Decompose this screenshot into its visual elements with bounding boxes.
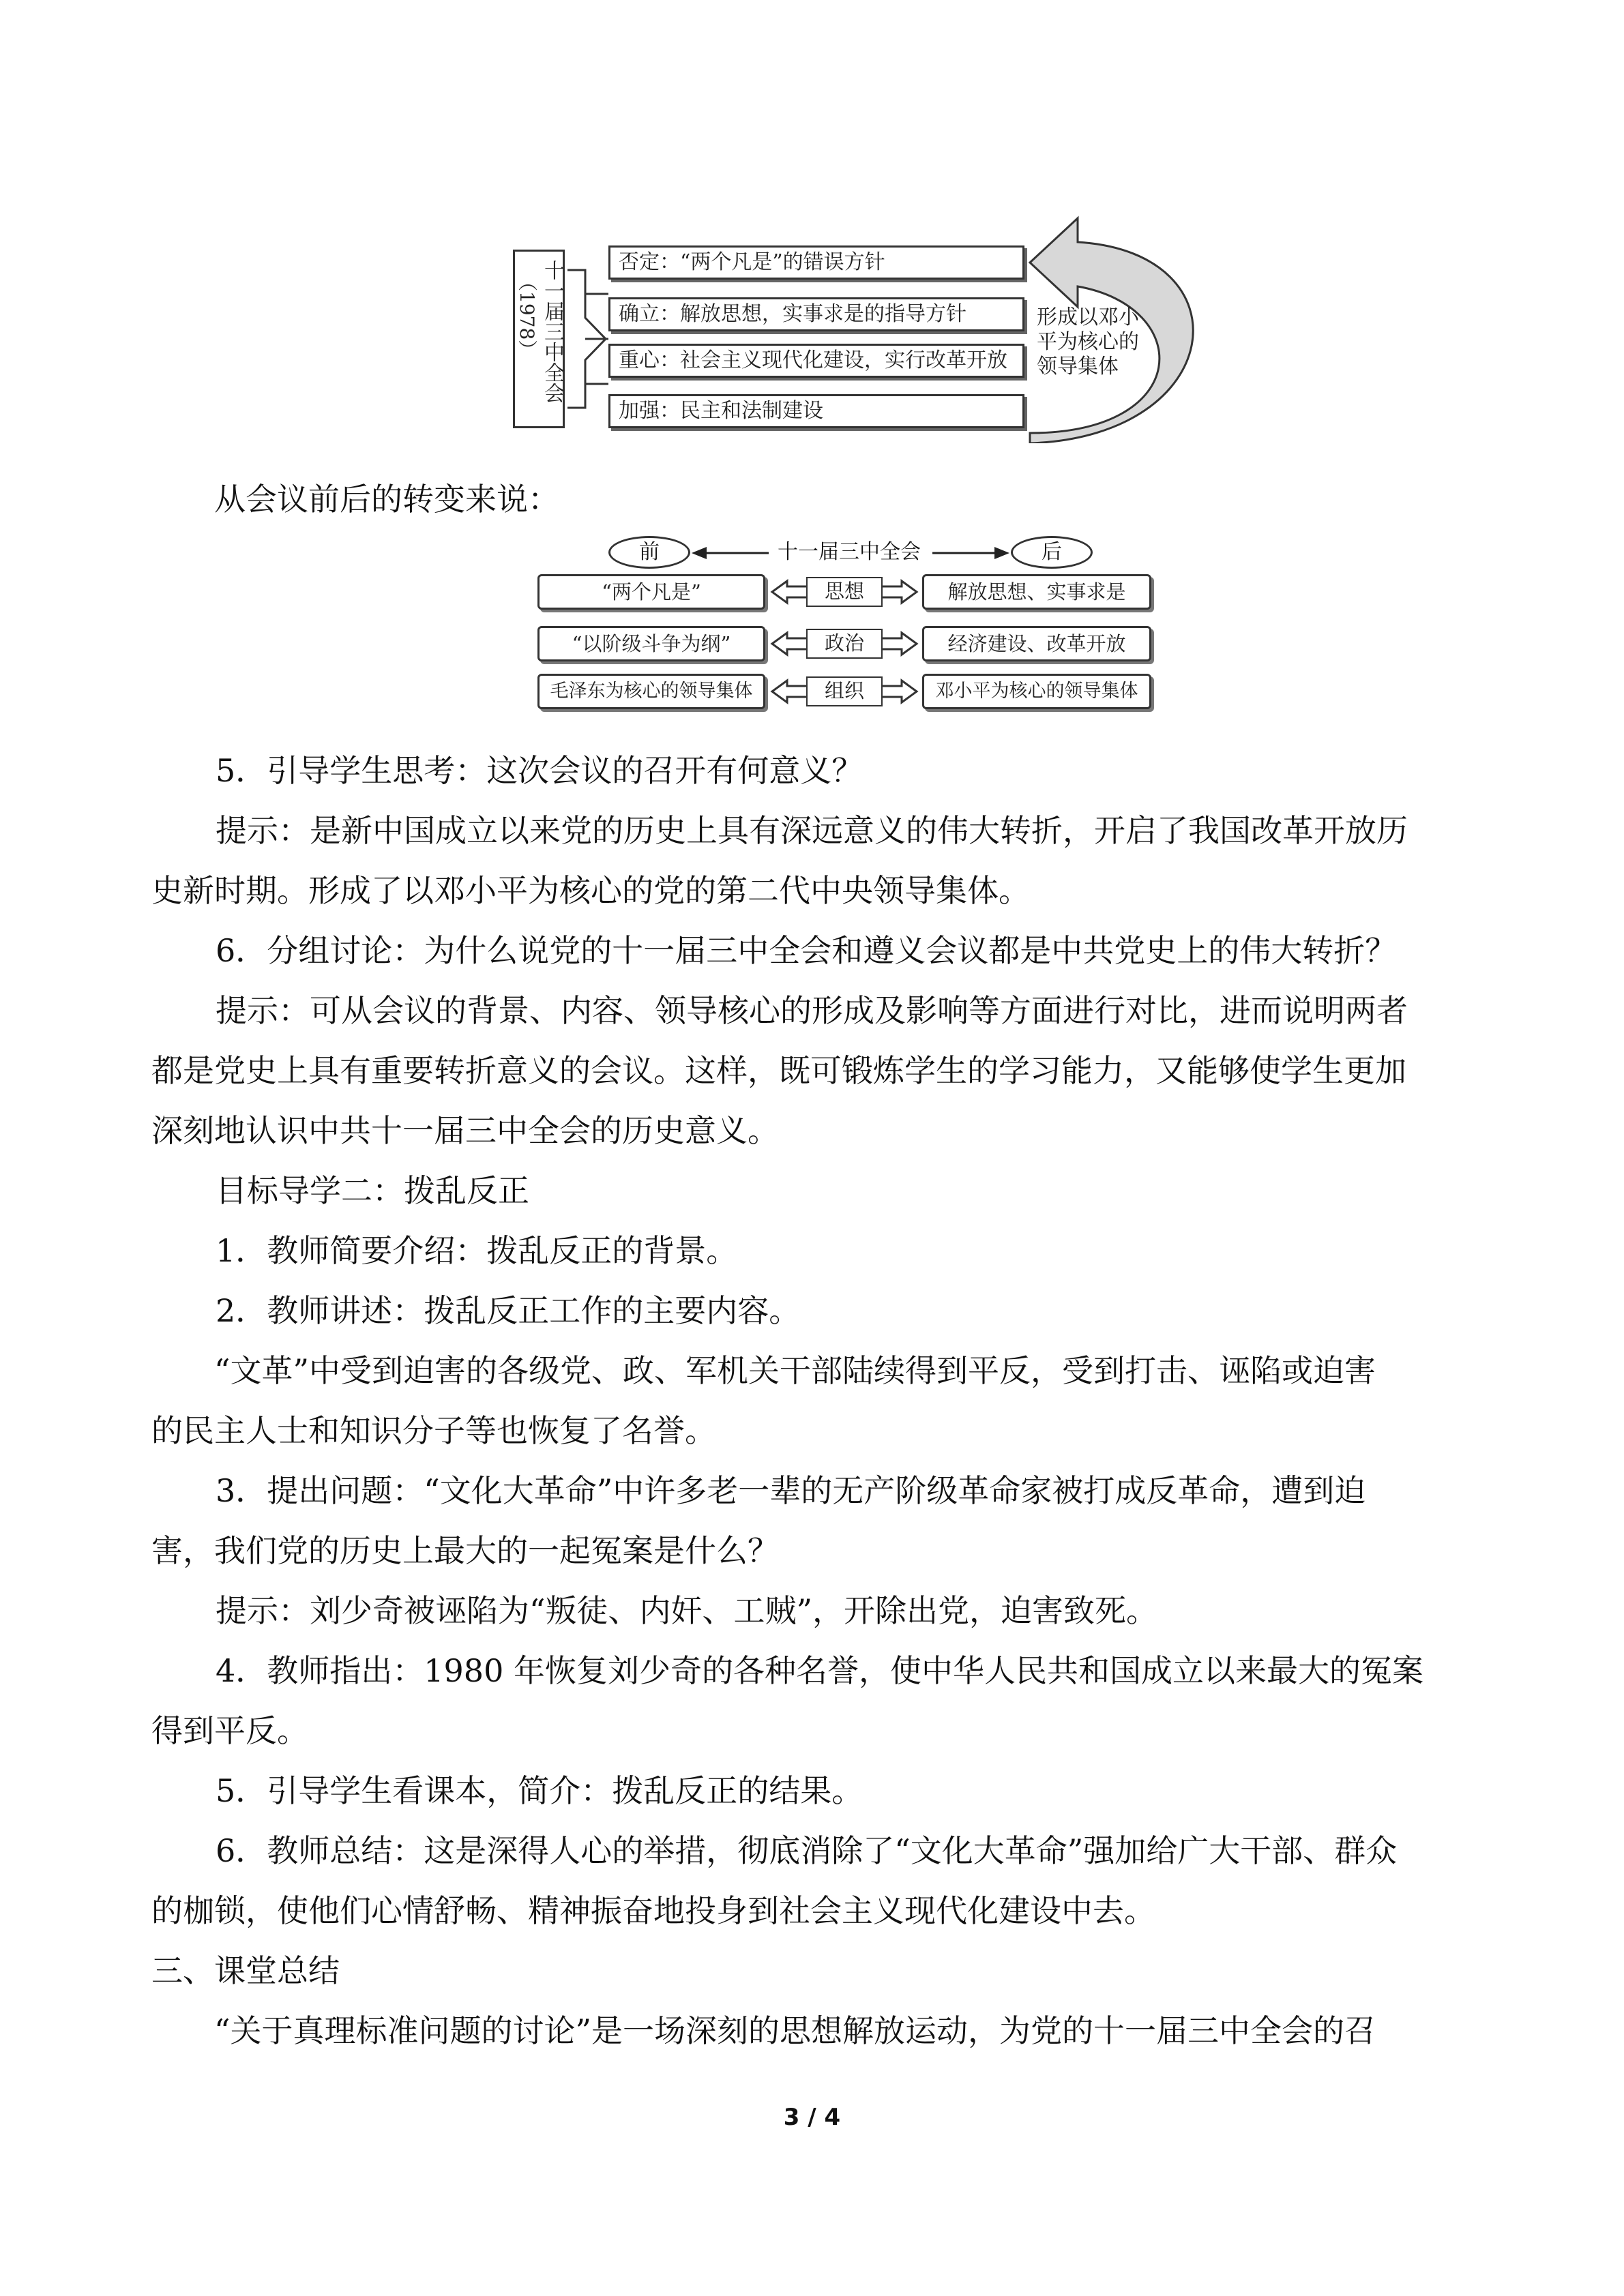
meeting-title: 十一届三中全会 — [540, 260, 564, 403]
before-oval: 前 — [608, 536, 690, 569]
before-item: 毛泽东为核心的领导集体 — [537, 674, 765, 709]
meeting-year: （1978） — [516, 272, 538, 359]
aspect-label: 思想 — [806, 577, 883, 607]
after-oval: 后 — [1011, 536, 1093, 569]
diagram1-item: 否定：“两个凡是”的错误方针 — [608, 245, 1024, 280]
paragraph: 提示：是新中国成立以来党的历史上具有深远意义的伟大转折，开启了我国改革开放历 — [216, 812, 1408, 849]
right-arrow-icon — [929, 543, 1011, 563]
paragraph: 6．教师总结：这是深得人心的举措，彻底消除了“文化大革命”强加给广大干部、群众 — [216, 1832, 1398, 1869]
paragraph: 得到平反。 — [151, 1712, 308, 1749]
paragraph: 5．引导学生思考：这次会议的召开有何意义？ — [216, 752, 863, 789]
paragraph: 6．分组讨论：为什么说党的十一届三中全会和遵义会议都是中共党史上的伟大转折？ — [216, 932, 1397, 969]
section-heading: 三、课堂总结 — [151, 1952, 340, 1989]
side-line: 形成以邓小 — [1037, 305, 1139, 329]
paragraph: 1．教师简要介绍：拨乱反正的背景。 — [216, 1232, 738, 1269]
paragraph: 的枷锁，使他们心情舒畅、精神振奋地投身到社会主义现代化建设中去。 — [151, 1892, 1155, 1929]
side-line: 领导集体 — [1037, 355, 1119, 378]
diagram1-item: 加强：民主和法制建设 — [608, 394, 1024, 428]
paragraph: 4．教师指出：1980 年恢复刘少奇的各种名誉，使中华人民共和国成立以来最大的冤案 — [216, 1652, 1423, 1689]
diagram1-item: 重心：社会主义现代化建设，实行改革开放 — [608, 344, 1024, 378]
paragraph: 史新时期。形成了以邓小平为核心的党的第二代中央领导集体。 — [151, 872, 1030, 909]
section-heading: 目标导学二：拨乱反正 — [216, 1172, 529, 1209]
paragraph: “关于真理标准问题的讨论”是一场深刻的思想解放运动，为党的十一届三中全会的召 — [214, 2012, 1376, 2049]
bracket-arrow — [565, 250, 612, 428]
aspect-label: 政治 — [806, 629, 883, 659]
diagram1-side-text — [1037, 305, 1180, 379]
paragraph: 提示：可从会议的背景、内容、领导核心的形成及影响等方面进行对比，进而说明两者 — [216, 992, 1408, 1029]
paragraph: 深刻地认识中共十一届三中全会的历史意义。 — [151, 1112, 779, 1149]
paragraph: 害，我们党的历史上最大的一起冤案是什么？ — [151, 1532, 779, 1569]
side-line: 平为核心的 — [1037, 330, 1139, 354]
before-item: “两个凡是” — [537, 574, 765, 610]
paragraph: 的民主人士和知识分子等也恢复了名誉。 — [151, 1412, 716, 1449]
paragraph: 都是党史上具有重要转折意义的会议。这样，既可锻炼学生的学习能力，又能够使学生更加 — [151, 1052, 1406, 1089]
paragraph: “文革”中受到迫害的各级党、政、军机关干部陆续得到平反，受到打击、诬陷或迫害 — [214, 1352, 1376, 1389]
aspect-label: 组织 — [806, 676, 883, 706]
paragraph: 提示：刘少奇被诬陷为“叛徒、内奸、工贼”，开除出党，迫害致死。 — [216, 1592, 1158, 1629]
diagram1-item: 确立：解放思想，实事求是的指导方针 — [608, 297, 1024, 331]
before-item: “以阶级斗争为纲” — [537, 626, 765, 661]
left-arrow-icon — [690, 543, 772, 563]
paragraph: 5．引导学生看课本，简介：拨乱反正的结果。 — [216, 1772, 863, 1809]
meeting-title-box — [513, 250, 565, 428]
after-item: 经济建设、改革开放 — [922, 626, 1151, 661]
meeting-label: 十一届三中全会 — [778, 540, 921, 564]
paragraph: 2．教师讲述：拨乱反正工作的主要内容。 — [216, 1292, 801, 1329]
after-item: 邓小平为核心的领导集体 — [922, 674, 1151, 709]
after-item: 解放思想、实事求是 — [922, 574, 1151, 610]
page-number: 3 / 4 — [783, 2104, 841, 2131]
intro-text: 从会议前后的转变来说： — [214, 481, 559, 518]
paragraph: 3．提出问题：“文化大革命”中许多老一辈的无产阶级革命家被打成反革命，遭到迫 — [216, 1472, 1366, 1509]
